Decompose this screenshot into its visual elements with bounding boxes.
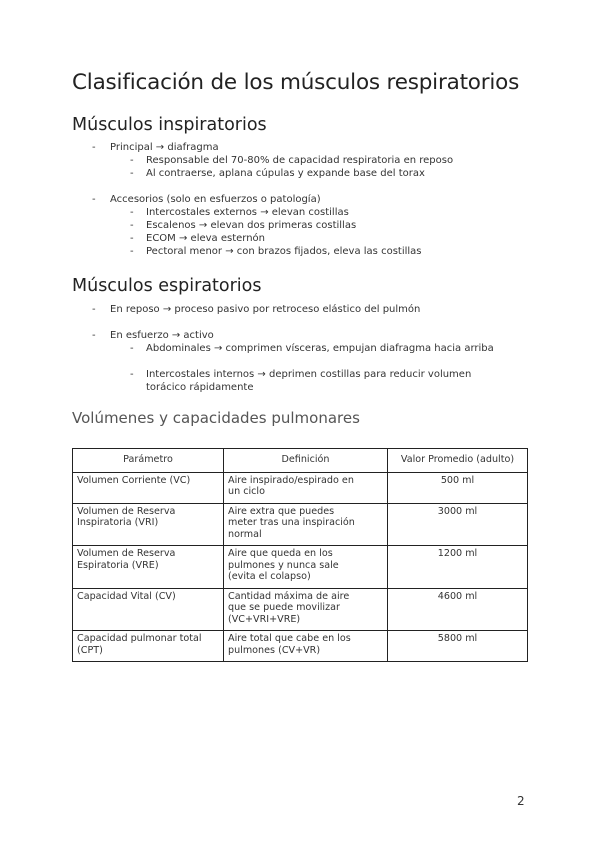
param-cell: Volumen de Reserva Espiratoria (VRE): [73, 546, 224, 589]
table-row: [73, 472, 528, 503]
definition-cell: Aire extra que puedes meter tras una inspiración normal: [224, 503, 388, 546]
bullet-dash: -: [130, 168, 134, 179]
bullet-dash: -: [92, 194, 96, 205]
list-item: En esfuerzo → activo: [110, 330, 214, 341]
bullet-dash: -: [130, 155, 134, 166]
definition-cell: Aire que queda en los pulmones y nunca sale (evita el colapso): [224, 546, 388, 589]
definition-cell: Aire inspirado/espirado en un ciclo: [224, 472, 388, 503]
param-cell: Volumen de Reserva Inspiratoria (VRI): [73, 503, 224, 546]
param-cell: Volumen Corriente (VC): [73, 472, 224, 503]
list-item-continuation: torácico rápidamente: [146, 382, 254, 393]
page-title: Clasificación de los músculos respiratorios: [72, 70, 520, 95]
list-item: Al contraerse, aplana cúpulas y expande base del torax: [146, 168, 425, 179]
bullet-dash: -: [130, 220, 134, 231]
list-item: Escalenos → elevan dos primeras costillas: [146, 220, 357, 231]
bullet-dash: -: [92, 304, 96, 315]
value-cell: 5800 ml: [388, 631, 528, 662]
bullet-dash: -: [130, 233, 134, 244]
column-header: Parámetro: [73, 449, 224, 473]
bullet-dash: -: [130, 369, 134, 380]
definition-cell: Cantidad máxima de aire que se puede movilizar (VC+VRI+VRE): [224, 588, 388, 631]
list-item: ECOM → eleva esternón: [146, 233, 266, 244]
table-row: [73, 588, 528, 631]
list-item: Pectoral menor → con brazos fijados, eleva las costillas: [146, 246, 422, 257]
column-header: Definición: [224, 449, 388, 473]
table-row: [73, 546, 528, 589]
list-item: En reposo → proceso pasivo por retroceso elástico del pulmón: [110, 304, 421, 315]
table-row: [73, 631, 528, 662]
page-number: 2: [517, 794, 525, 808]
value-cell: 1200 ml: [388, 546, 528, 589]
value-cell: 3000 ml: [388, 503, 528, 546]
bullet-dash: -: [130, 246, 134, 257]
section-heading-espiratorios: Músculos espiratorios: [72, 276, 262, 296]
value-cell: 500 ml: [388, 472, 528, 503]
bullet-dash: -: [92, 330, 96, 341]
column-header: Valor Promedio (adulto): [388, 449, 528, 473]
section-heading-volumenes: Volúmenes y capacidades pulmonares: [72, 409, 360, 427]
value-cell: 4600 ml: [388, 588, 528, 631]
list-item: Abdominales → comprimen vísceras, empujan diafragma hacia arriba: [146, 343, 494, 354]
section-heading-inspiratorios: Músculos inspiratorios: [72, 115, 267, 135]
definition-cell: Aire total que cabe en los pulmones (CV+VR): [224, 631, 388, 662]
param-cell: Capacidad Vital (CV): [73, 588, 224, 631]
list-item: Accesorios (solo en esfuerzos o patología): [110, 194, 321, 205]
list-item: Principal → diafragma: [110, 142, 219, 153]
list-item: Intercostales internos → deprimen costillas para reducir volumen: [146, 369, 472, 380]
bullet-dash: -: [130, 207, 134, 218]
list-item: Responsable del 70-80% de capacidad respiratoria en reposo: [146, 155, 454, 166]
param-cell: Capacidad pulmonar total (CPT): [73, 631, 224, 662]
table-row: [73, 503, 528, 546]
volumes-table: [72, 448, 528, 662]
bullet-dash: -: [130, 343, 134, 354]
bullet-dash: -: [92, 142, 96, 153]
list-item: Intercostales externos → elevan costillas: [146, 207, 349, 218]
table-header-row: [73, 449, 528, 473]
